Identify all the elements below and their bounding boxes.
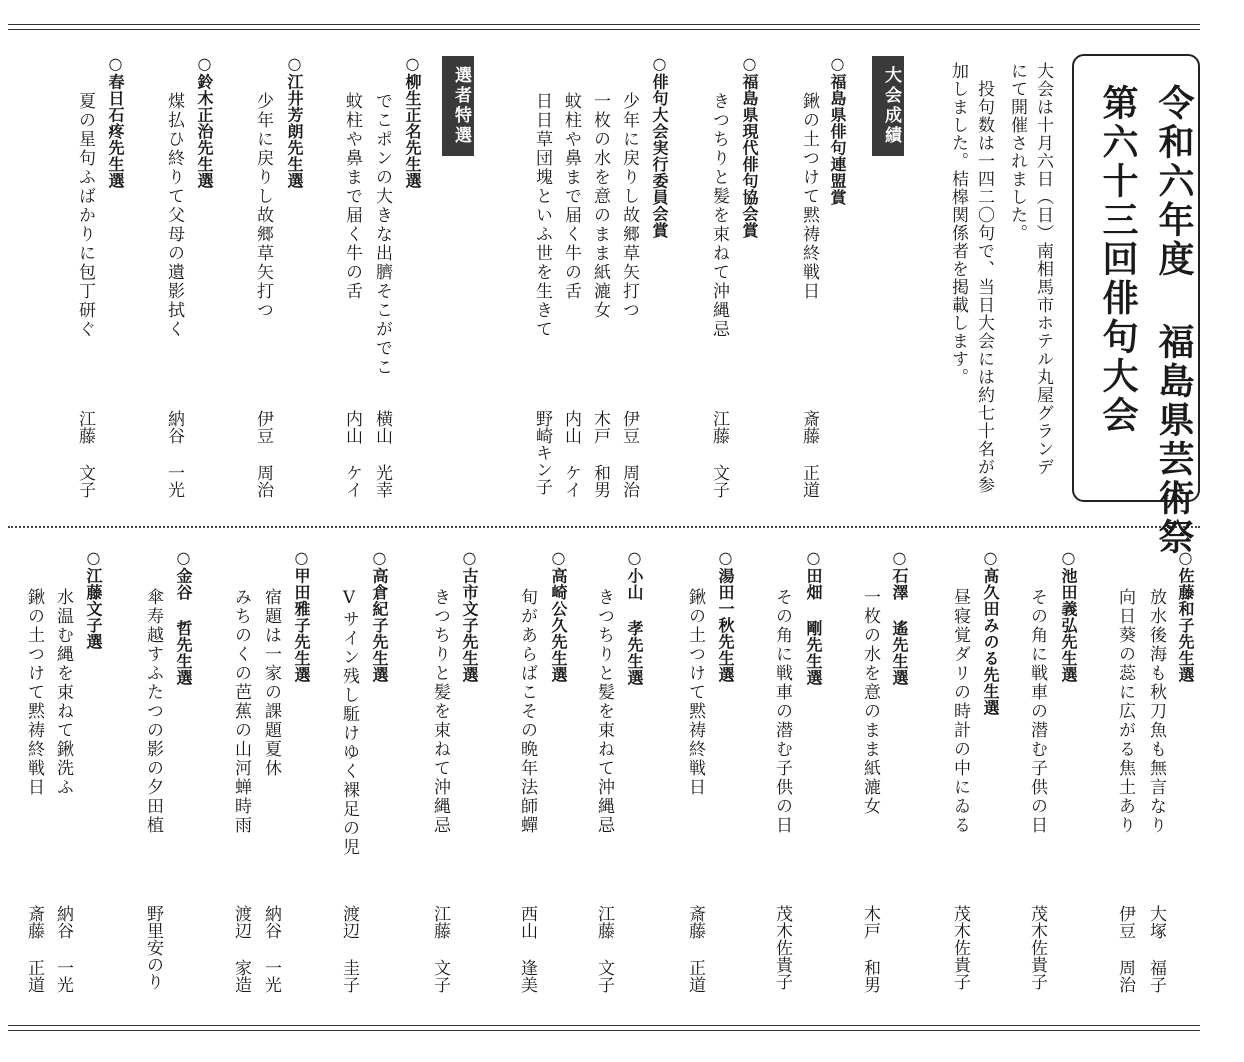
haiku: 宿題は一家の課題夏休 (261, 588, 281, 778)
author: 木戸 和男 (860, 905, 880, 993)
selector-title: ○高崎公久先生選 (549, 548, 568, 683)
award-title: ○俳句大会実行委員会賞 (650, 54, 669, 239)
haiku: 向日葵の蕊に広がる焦土あり (1115, 588, 1135, 835)
selector-title: ○鈴木正治先生選 (195, 54, 214, 189)
author: 斎藤 正道 (685, 905, 705, 993)
haiku: Vサイン残し駈けゆく裸足の児 (339, 588, 359, 857)
author: 渡辺 圭子 (339, 905, 359, 993)
haiku: 煤払ひ終りて父母の遺影拭く (164, 92, 184, 339)
selector-title: ○田畑 剛先生選 (804, 548, 823, 686)
haiku: 一枚の水を意のまま紙漉女 (860, 588, 880, 816)
selector-title: ○江井芳朗先生選 (285, 54, 304, 189)
title-box (1072, 54, 1200, 557)
selector-title: ○古市文子先生選 (460, 548, 479, 683)
intro-line-1: 大会は十月六日（日）南相馬市ホテル丸屋グランデ (1033, 62, 1053, 476)
selector-title: ○江藤文子選 (84, 548, 103, 650)
award-title: ○福島県現代俳句協会賞 (740, 54, 759, 239)
author: 斎藤 正道 (24, 905, 44, 993)
haiku: 少年に戻りし故郷草矢打つ (619, 92, 639, 320)
haiku: きつちりと髪を束ねて沖縄忌 (430, 588, 450, 835)
haiku: 鍬の土つけて黙祷終戦日 (799, 92, 819, 301)
author: 江藤 文子 (594, 905, 614, 993)
author: 茂木佐貴子 (772, 905, 792, 990)
haiku: 日日草団塊といふ世を生きて (532, 92, 552, 339)
selector-title: ○高倉紀子先生選 (370, 548, 389, 683)
award-title: ○福島県俳句連盟賞 (828, 54, 847, 206)
selector-title: ○甲田雅子先生選 (292, 548, 311, 683)
section-badge-selectors: 選者特選 (442, 56, 474, 156)
author: 内山 ケイ (561, 410, 581, 498)
haiku: きつちりと髪を束ねて沖縄忌 (709, 92, 729, 339)
haiku: 鍬の土つけて黙祷終戦日 (685, 588, 705, 797)
section-divider (8, 526, 1200, 528)
haiku: みちのくの芭蕉の山河蝉時雨 (231, 588, 251, 835)
top-rule-inner (8, 29, 1200, 30)
author: 木戸 和男 (590, 410, 610, 498)
selector-title: ○池田義弘先生選 (1059, 548, 1078, 683)
author: 納谷 一光 (53, 905, 73, 993)
author: 内山 ケイ (342, 410, 362, 498)
author: 渡辺 家造 (231, 905, 251, 993)
haiku: 蚊柱や鼻まで届く牛の舌 (342, 92, 362, 301)
haiku: きつちりと髪を束ねて沖縄忌 (594, 588, 614, 835)
selector-title: ○佐藤和子先生選 (1176, 548, 1195, 683)
bottom-rule-inner (8, 1030, 1200, 1031)
section-badge-awards: 大会成績 (872, 56, 904, 156)
title-line-2: 第六十三回俳句大会 (1097, 84, 1138, 435)
haiku: その角に戦車の潜む子供の日 (772, 588, 792, 835)
bottom-rule (8, 1025, 1200, 1026)
haiku: 旬があらばこその晩年法師蟬 (517, 588, 537, 835)
selector-title: ○髙久田みのる先生選 (981, 548, 1000, 716)
title-line-1: 令和六年度 福島県芸術祭 (1153, 84, 1194, 557)
haiku: でこポンの大きな出臍そこがでこ (372, 92, 392, 377)
author: 茂木佐貴子 (950, 905, 970, 990)
haiku: その角に戦車の潜む子供の日 (1027, 588, 1047, 835)
author: 斎藤 正道 (799, 410, 819, 498)
author: 江藤 文子 (430, 905, 450, 993)
haiku: 昼寝覚ダリの時計の中にゐる (950, 588, 970, 835)
haiku: 少年に戻りし故郷草矢打つ (253, 92, 273, 320)
author: 納谷 一光 (164, 410, 184, 498)
author: 伊豆 周治 (1115, 905, 1135, 993)
intro-line-2: にて開催されました。 (1007, 62, 1027, 242)
haiku: 傘寿越すふたつの影の夕田植 (143, 588, 163, 835)
selector-title: ○金谷 哲先生選 (174, 548, 193, 686)
author: 納谷 一光 (261, 905, 281, 993)
author: 茂木佐貴子 (1027, 905, 1047, 990)
author: 野崎キン子 (532, 410, 552, 495)
author: 江藤 文子 (709, 410, 729, 498)
selector-title: ○湯田一秋先生選 (716, 548, 735, 683)
intro-line-3: 投句数は一四二〇句で、当日大会には約七十名が参 (974, 80, 994, 494)
author: 野里安のり (143, 905, 163, 990)
author: 江藤 文子 (75, 410, 95, 498)
haiku: 蚊柱や鼻まで届く牛の舌 (561, 92, 581, 301)
selector-title: ○小山 孝先生選 (625, 548, 644, 686)
author: 横山 光幸 (372, 410, 392, 498)
haiku: 水温む縄を束ねて鍬洗ふ (53, 588, 73, 797)
selector-title: ○春日石疼先生選 (106, 54, 125, 189)
author: 伊豆 周治 (619, 410, 639, 498)
selector-title: ○柳生正名先生選 (403, 54, 422, 189)
author: 西山 逢美 (517, 905, 537, 993)
haiku: 鍬の土つけて黙祷終戦日 (24, 588, 44, 797)
haiku: 夏の星句ふばかりに包丁研ぐ (75, 92, 95, 339)
author: 大塚 福子 (1146, 905, 1166, 993)
author: 伊豆 周治 (253, 410, 273, 498)
top-rule (8, 24, 1200, 25)
haiku: 一枚の水を意のまま紙漉女 (590, 92, 610, 320)
intro-line-4: 加しました。桔槔関係者を掲載します。 (948, 62, 968, 386)
selector-title: ○石澤 遙先生選 (890, 548, 909, 686)
haiku: 放水後海も秋刀魚も無言なり (1146, 588, 1166, 835)
